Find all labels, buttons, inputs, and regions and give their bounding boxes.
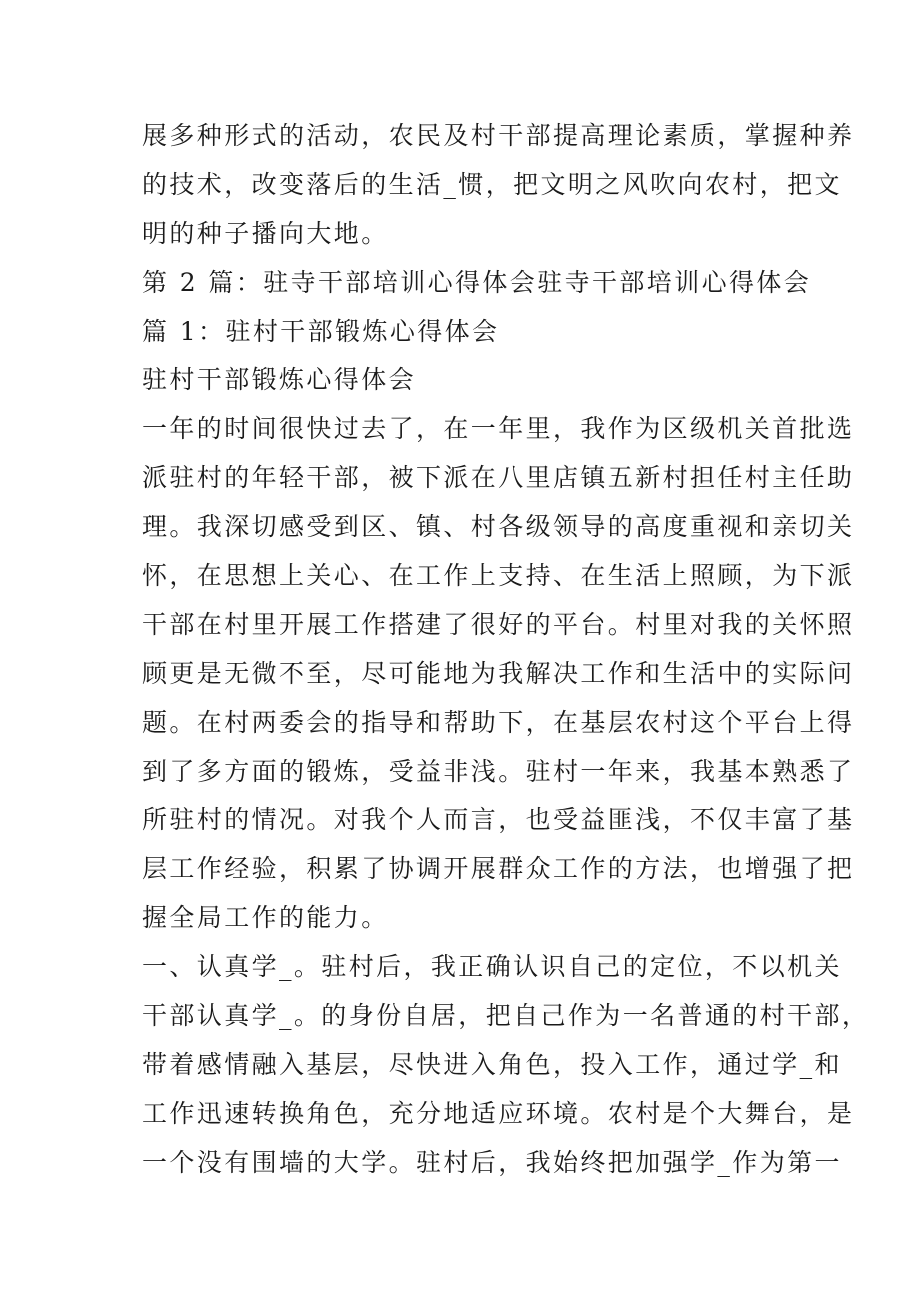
text-line: 层工作经验，积累了协调开展群众工作的方法，也增强了把 bbox=[142, 854, 855, 884]
text-line: 展多种形式的活动，农民及村干部提高理论素质，掌握种养 bbox=[142, 121, 855, 150]
text-line: 派驻村的年轻干部，被下派在八里店镇五新村担任村主任助 bbox=[142, 463, 855, 493]
text-line: 怀，在思想上关心、在工作上支持、在生活上照顾，为下派 bbox=[142, 561, 855, 591]
text-line: 握全局工作的能力。 bbox=[142, 903, 389, 933]
text-line: 干部在村里开展工作搭建了很好的平台。村里对我的关怀照 bbox=[142, 609, 855, 639]
text-line: 一个没有围墙的大学。驻村后，我始终把加强学_作为第一 bbox=[142, 1147, 842, 1177]
text-line: 明的种子播向大地。 bbox=[142, 218, 389, 248]
text-line: 带着感情融入基层，尽快进入角色，投入工作，通过学_和 bbox=[142, 1049, 842, 1079]
text-line: 到了多方面的锻炼，受益非浅。驻村一年来，我基本熟悉了 bbox=[142, 756, 855, 786]
text-line: 顾更是无微不至，尽可能地为我解决工作和生活中的实际问 bbox=[142, 658, 855, 688]
text-line: 的技术，改变落后的生活_惯，把文明之风吹向农村，把文 bbox=[142, 169, 842, 199]
text-line: 工作迅速转换角色，充分地适应环境。农村是个大舞台，是 bbox=[142, 1098, 855, 1128]
section-subheading: 篇 1：驻村干部锻炼心得体会 bbox=[142, 316, 500, 346]
section-heading: 第 2 篇：驻寺干部培训心得体会驻寺干部培训心得体会 bbox=[142, 267, 812, 297]
text-line: 所驻村的情况。对我个人而言，也受益匪浅，不仅丰富了基 bbox=[142, 805, 855, 835]
text-line: 题。在村两委会的指导和帮助下，在基层农村这个平台上得 bbox=[142, 707, 855, 737]
text-line: 理。我深切感受到区、镇、村各级领导的高度重视和亲切关 bbox=[142, 512, 855, 542]
text-line: 一年的时间很快过去了，在一年里，我作为区级机关首批选 bbox=[142, 414, 855, 444]
article-title: 驻村干部锻炼心得体会 bbox=[142, 365, 417, 395]
text-line: 干部认真学_。的身份自居，把自己作为一名普通的村干部， bbox=[142, 1001, 870, 1031]
document-body bbox=[142, 112, 870, 1188]
text-line: 一、认真学_。驻村后，我正确认识自己的定位，不以机关 bbox=[142, 952, 842, 982]
